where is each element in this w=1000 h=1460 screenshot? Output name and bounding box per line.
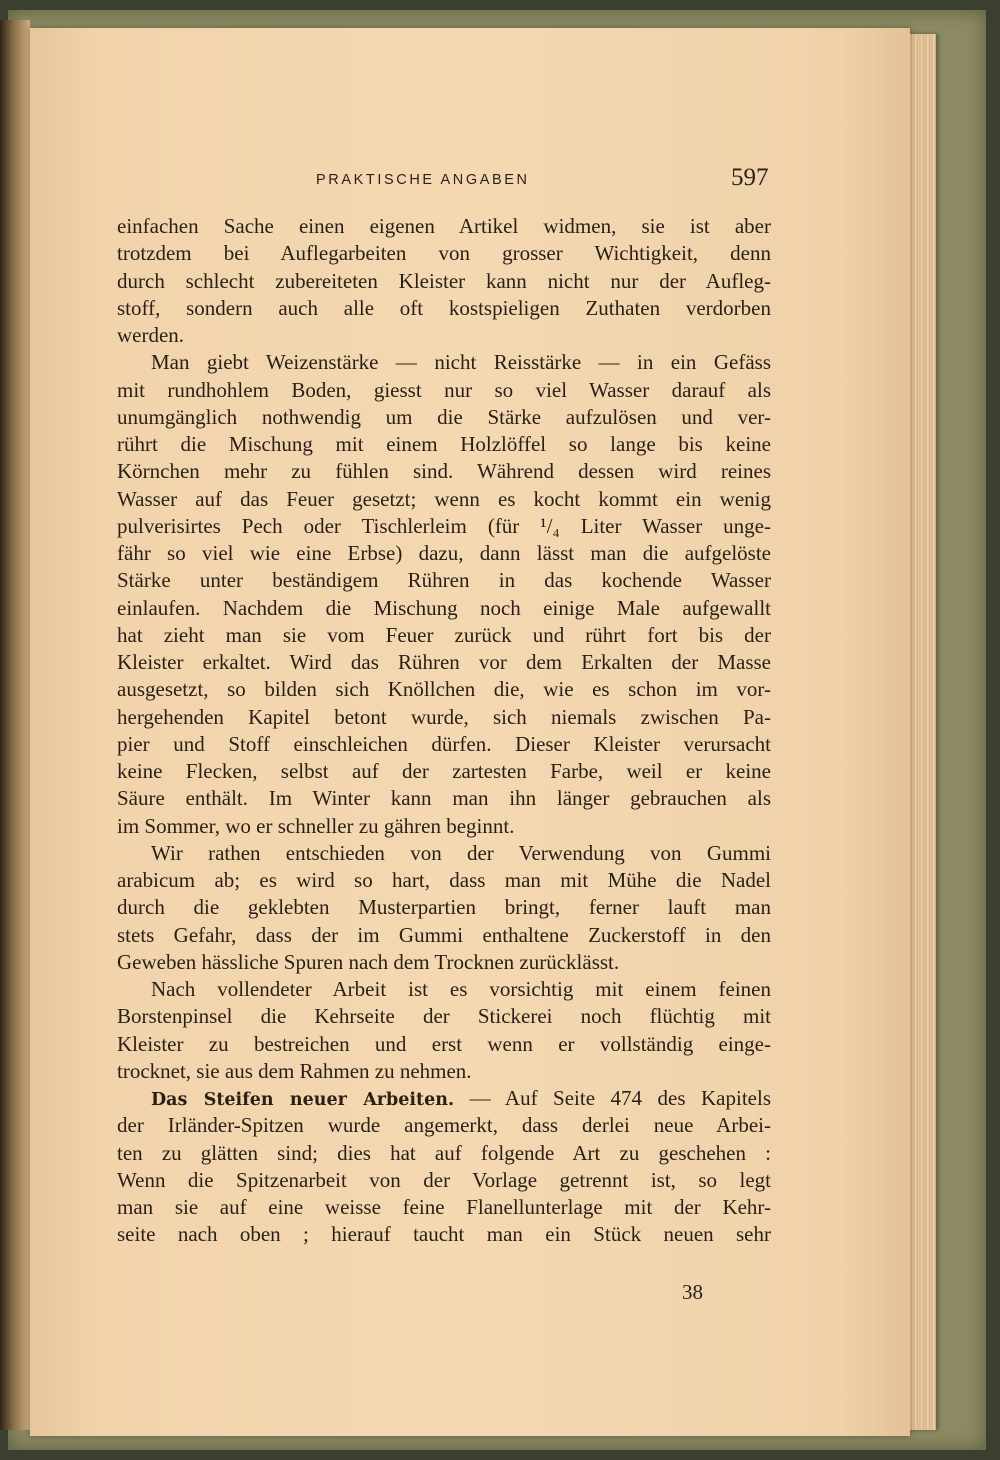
- text-line: durch die geklebten Musterpartien bringt, ferner lauft man: [117, 895, 771, 920]
- text-line: pier und Stoff einschleichen dürfen. Dieser Kleister verursacht: [117, 731, 771, 756]
- text-line: seite nach oben ; hierauf taucht man ein Stück neuen sehr: [117, 1222, 771, 1247]
- body-text: [117, 213, 771, 1249]
- text-line: ausgesetzt, so bilden sich Knöllchen die, wie es schon im vor-: [117, 677, 771, 702]
- text-line: rührt die Mischung mit einem Holzlöffel so lange bis keine: [117, 432, 771, 456]
- signature-mark: 38: [682, 1280, 703, 1304]
- text-line: arabicum ab; es wird so hart, dass man mit Mühe die Nadel: [117, 868, 771, 892]
- text-line: stets Gefahr, dass der im Gummi enthaltene Zuckerstoff in den: [117, 922, 771, 947]
- text-line: im Sommer, wo er schneller zu gähren beginnt.: [117, 813, 515, 838]
- text-line: hat zieht man sie vom Feuer zurück und rührt fort bis der: [117, 622, 771, 647]
- text-line: Man giebt Weizenstärke — nicht Reisstärke — in ein Gefäss: [151, 350, 771, 375]
- text-line: einfachen Sache einen eigenen Artikel widmen, sie ist aber: [117, 214, 771, 238]
- text-line: der Irländer-Spitzen wurde angemerkt, dass derlei neue Arbei-: [117, 1113, 771, 1138]
- text-line: pulverisirtes Pech oder Tischlerleim (für ¹/₄ Liter Wasser unge-: [117, 513, 771, 538]
- text-line: Wenn die Spitzenarbeit von der Vorlage getrennt ist, so legt: [117, 1167, 771, 1192]
- text-line: Wir rathen entschieden von der Verwendung von Gummi: [151, 840, 771, 865]
- page-number: 597: [731, 164, 769, 191]
- text-line: Körnchen mehr zu fühlen sind. Während dessen wird reines: [117, 459, 771, 484]
- text-line: werden.: [117, 323, 185, 347]
- text-line: Borstenpinsel die Kehrseite der Stickerei noch flüchtig mit: [117, 1004, 771, 1029]
- text-line: Säure enthält. Im Winter kann man ihn länger gebrauchen als: [117, 786, 771, 811]
- text-line: mit rundhohlem Boden, giesst nur so viel Wasser darauf als: [117, 377, 771, 402]
- running-head: PRAKTISCHE ANGABEN: [316, 172, 530, 188]
- text-line: man sie auf eine weisse feine Flanellunterlage mit der Kehr-: [117, 1195, 771, 1219]
- text-line: trocknet, sie aus dem Rahmen zu nehmen.: [117, 1058, 472, 1083]
- text-line: [117, 1085, 771, 1112]
- text-line-rest: — Auf Seite 474 des Kapitels: [469, 1086, 772, 1110]
- section-heading: Das Steifen neuer Arbeiten.: [151, 1090, 455, 1110]
- page-stack-edges: [906, 34, 936, 1430]
- text-line: hergehenden Kapitel betont wurde, sich niemals zwischen Pa-: [117, 704, 771, 729]
- text-line: keine Flecken, selbst auf der zartesten Farbe, weil er keine: [117, 759, 771, 783]
- text-line: ten zu glätten sind; dies hat auf folgende Art zu geschehen :: [117, 1140, 771, 1165]
- text-line: trotzdem bei Auflegarbeiten von grosser Wichtigkeit, denn: [117, 241, 771, 266]
- previous-page-edge: [0, 20, 30, 1430]
- text-line: stoff, sondern auch alle oft kostspieligen Zuthaten verdorben: [117, 295, 771, 320]
- text-line: Nach vollendeter Arbeit ist es vorsichtig mit einem feinen: [151, 977, 771, 1001]
- text-line: Kleister zu bestreichen und erst wenn er vollständig einge-: [117, 1031, 771, 1056]
- text-line: einlaufen. Nachdem die Mischung noch einige Male aufgewallt: [117, 595, 771, 620]
- text-line: unumgänglich nothwendig um die Stärke aufzulösen und ver-: [117, 404, 771, 429]
- text-line: Stärke unter beständigem Rühren in das kochende Wasser: [117, 568, 771, 593]
- text-line: Kleister erkaltet. Wird das Rühren vor dem Erkalten der Masse: [117, 650, 771, 674]
- text-line: Wasser auf das Feuer gesetzt; wenn es kocht kommt ein wenig: [117, 486, 771, 511]
- text-line: fähr so viel wie eine Erbse) dazu, dann lässt man die aufgelöste: [117, 541, 771, 565]
- text-line: Geweben hässliche Spuren nach dem Trocknen zurücklässt.: [117, 949, 620, 974]
- text-line: durch schlecht zubereiteten Kleister kann nicht nur der Aufleg-: [117, 268, 771, 293]
